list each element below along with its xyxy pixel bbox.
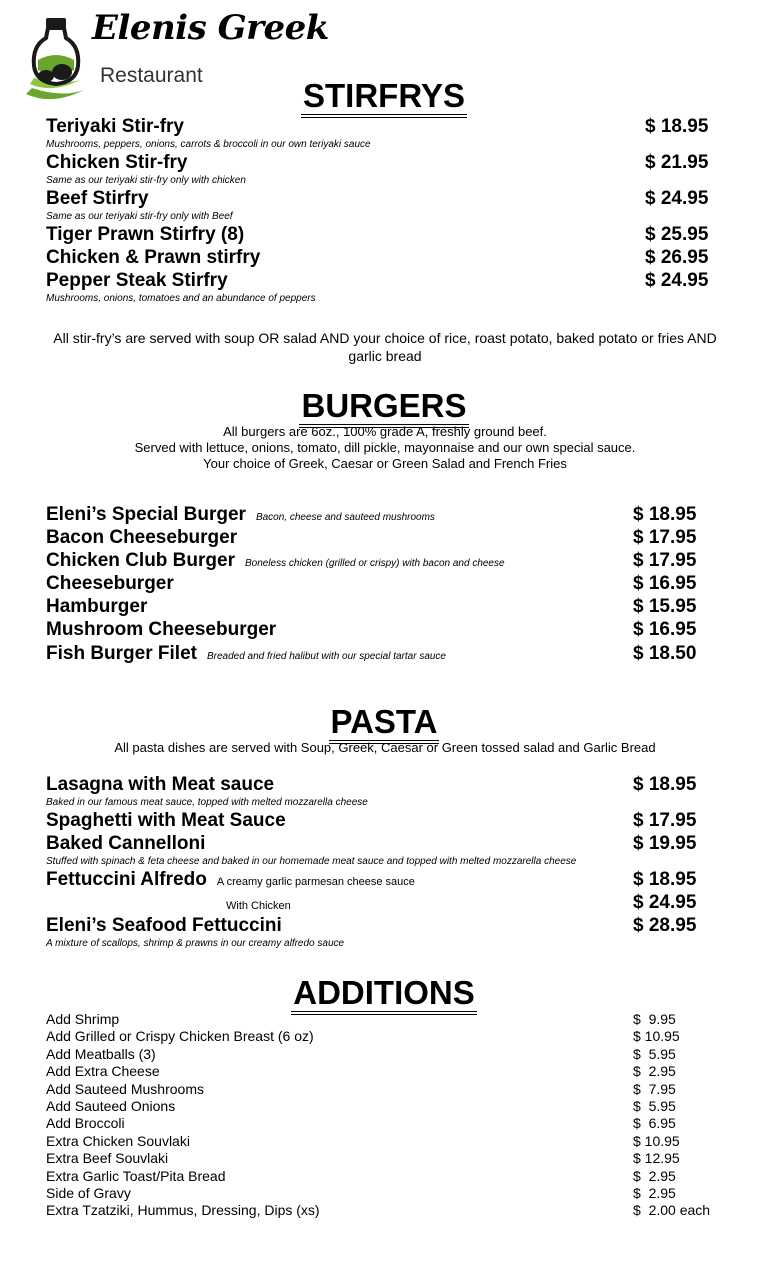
menu-item-price: $ 24.95 — [633, 892, 697, 913]
menu-item-name: Chicken & Prawn stirfry — [46, 247, 261, 268]
addition-name: Extra Chicken Souvlaki — [46, 1132, 190, 1149]
menu-item-name: Teriyaki Stir-fry — [46, 116, 184, 137]
menu-item-price: $ 18.95 — [633, 869, 697, 890]
menu-item-name: Eleni’s Seafood Fettuccini — [46, 915, 282, 936]
restaurant-subtitle: Restaurant — [100, 64, 203, 87]
addition-price: $ 2.95 — [633, 1167, 676, 1184]
addition-price: $ 9.95 — [633, 1011, 676, 1027]
menu-item-price: $ 25.95 — [645, 224, 709, 245]
menu-item-desc: A mixture of scallops, shrimp & prawns in our creamy alfredo sauce — [46, 938, 345, 949]
menu-item-desc: Mushrooms, onions, tomatoes and an abundance of peppers — [46, 293, 316, 304]
addition-price: $ 5.95 — [633, 1098, 676, 1114]
menu-item-desc: Same as our teriyaki stir-fry only with chicken — [46, 175, 246, 186]
menu-item-desc: A creamy garlic parmesan cheese sauce — [216, 876, 415, 888]
menu-item-name: Pepper Steak Stirfry — [46, 270, 228, 291]
addition-name: Add Extra Cheese — [46, 1063, 160, 1080]
menu-item-name: Tiger Prawn Stirfry (8) — [46, 224, 245, 245]
addition-name: Extra Beef Souvlaki — [46, 1150, 169, 1167]
addition-name: Add Sauteed Onions — [46, 1098, 176, 1114]
menu-item-name: Eleni’s Special Burger Bacon, cheese and sauteed mushrooms — [46, 504, 435, 525]
menu-item-name: Fettuccini Alfredo A creamy garlic parmesan cheese sauce — [46, 869, 415, 890]
menu-item-price: $ 18.95 — [633, 774, 697, 795]
menu-item-option: With Chicken — [226, 900, 291, 912]
menu-item-price: $ 24.95 — [645, 270, 709, 291]
addition-price: $ 5.95 — [633, 1045, 676, 1062]
section-title-additions: ADDITIONS — [0, 973, 768, 1013]
menu-item-name: Chicken Stir-fry — [46, 152, 188, 173]
menu-item-price: $ 28.95 — [633, 915, 697, 936]
addition-name: Extra Garlic Toast/Pita Bread — [46, 1167, 226, 1184]
menu-item-price: $ 18.95 — [633, 504, 697, 525]
addition-price: $ 12.95 — [633, 1150, 680, 1167]
menu-item-price: $ 24.95 — [645, 188, 709, 209]
menu-item-name: Spaghetti with Meat Sauce — [46, 810, 286, 831]
menu-item-desc: Baked in our famous meat sauce, topped with melted mozzarella cheese — [46, 797, 368, 808]
pasta-intro: All pasta dishes are served with Soup, Greek, Caesar or Green tossed salad and Garlic Bread — [114, 740, 656, 755]
section-title-pasta: PASTA — [0, 702, 768, 742]
addition-name: Add Meatballs (3) — [46, 1045, 156, 1062]
burgers-intro-line: Served with lettuce, onions, tomato, dill pickle, mayonnaise and our own special sauce. — [134, 440, 636, 455]
menu-item-price: $ 16.95 — [633, 619, 697, 640]
addition-price: $ 6.95 — [633, 1115, 676, 1132]
menu-item-name: Chicken Club Burger Boneless chicken (grilled or crispy) with bacon and cheese — [46, 550, 505, 571]
addition-name: Add Grilled or Crispy Chicken Breast (6 oz) — [46, 1028, 314, 1045]
addition-name: Add Broccoli — [46, 1115, 125, 1132]
menu-item-price: $ 26.95 — [645, 247, 709, 268]
stirfry-note: All stir-fry’s are served with soup OR salad AND your choice of rice, roast potato, baked potato or fries AND garlic bread — [53, 330, 717, 364]
menu-item-price: $ 17.95 — [633, 527, 697, 548]
menu-item-price: $ 15.95 — [633, 596, 697, 617]
addition-price: $ 10.95 — [633, 1132, 680, 1149]
menu-item-name: Mushroom Cheeseburger — [46, 619, 277, 640]
addition-price: $ 10.95 — [633, 1028, 680, 1045]
menu-item-desc: Stuffed with spinach & feta cheese and baked in our homemade meat sauce and topped with melted mozzarella cheese — [46, 856, 577, 867]
section-title-stirfrys: STIRFRYS — [0, 76, 768, 116]
menu-item-desc: Breaded and fried halibut with our special tartar sauce — [206, 651, 446, 662]
section-title-burgers: BURGERS — [0, 386, 768, 426]
menu-item-price: $ 18.50 — [633, 643, 697, 664]
addition-name: Add Sauteed Mushrooms — [46, 1080, 204, 1097]
addition-price: $ 2.95 — [633, 1185, 676, 1201]
addition-price: $ 2.95 — [633, 1063, 676, 1080]
menu-item-price: $ 17.95 — [633, 810, 697, 831]
addition-price: $ 7.95 — [633, 1080, 676, 1097]
menu-item-price: $ 21.95 — [645, 152, 709, 173]
menu-item-desc: Boneless chicken (grilled or crispy) with bacon and cheese — [244, 558, 505, 569]
menu-item-name: Hamburger — [46, 596, 148, 617]
menu-item-desc: Same as our teriyaki stir-fry only with Beef — [46, 211, 233, 222]
addition-name: Side of Gravy — [46, 1185, 131, 1201]
menu-item-name: Fish Burger Filet Breaded and fried halibut with our special tartar sauce — [46, 643, 446, 664]
menu-item-price: $ 18.95 — [645, 116, 709, 137]
restaurant-name: Elenis Greek — [92, 8, 329, 48]
addition-price: $ 2.00 each — [633, 1202, 711, 1219]
menu-item-name: Lasagna with Meat sauce — [46, 774, 275, 795]
menu-item-name: Baked Cannelloni — [46, 833, 206, 854]
menu-item-name: Bacon Cheeseburger — [46, 527, 238, 548]
menu-item-desc: Mushrooms, peppers, onions, carrots & broccoli in our own teriyaki sauce — [46, 139, 371, 150]
addition-name: Extra Tzatziki, Hummus, Dressing, Dips (xs) — [46, 1202, 320, 1219]
menu-item-name: Beef Stirfry — [46, 188, 149, 209]
burgers-intro-line: All burgers are 6oz., 100% grade A, freshly ground beef. — [223, 424, 547, 439]
menu-item-price: $ 16.95 — [633, 573, 697, 594]
menu-item-name: Cheeseburger — [46, 573, 174, 594]
burgers-intro-line: Your choice of Greek, Caesar or Green Salad and French Fries — [203, 456, 567, 471]
menu-item-price: $ 19.95 — [633, 833, 697, 854]
addition-name: Add Shrimp — [46, 1011, 120, 1027]
menu-item-desc: Bacon, cheese and sauteed mushrooms — [255, 512, 435, 523]
menu-item-price: $ 17.95 — [633, 550, 697, 571]
